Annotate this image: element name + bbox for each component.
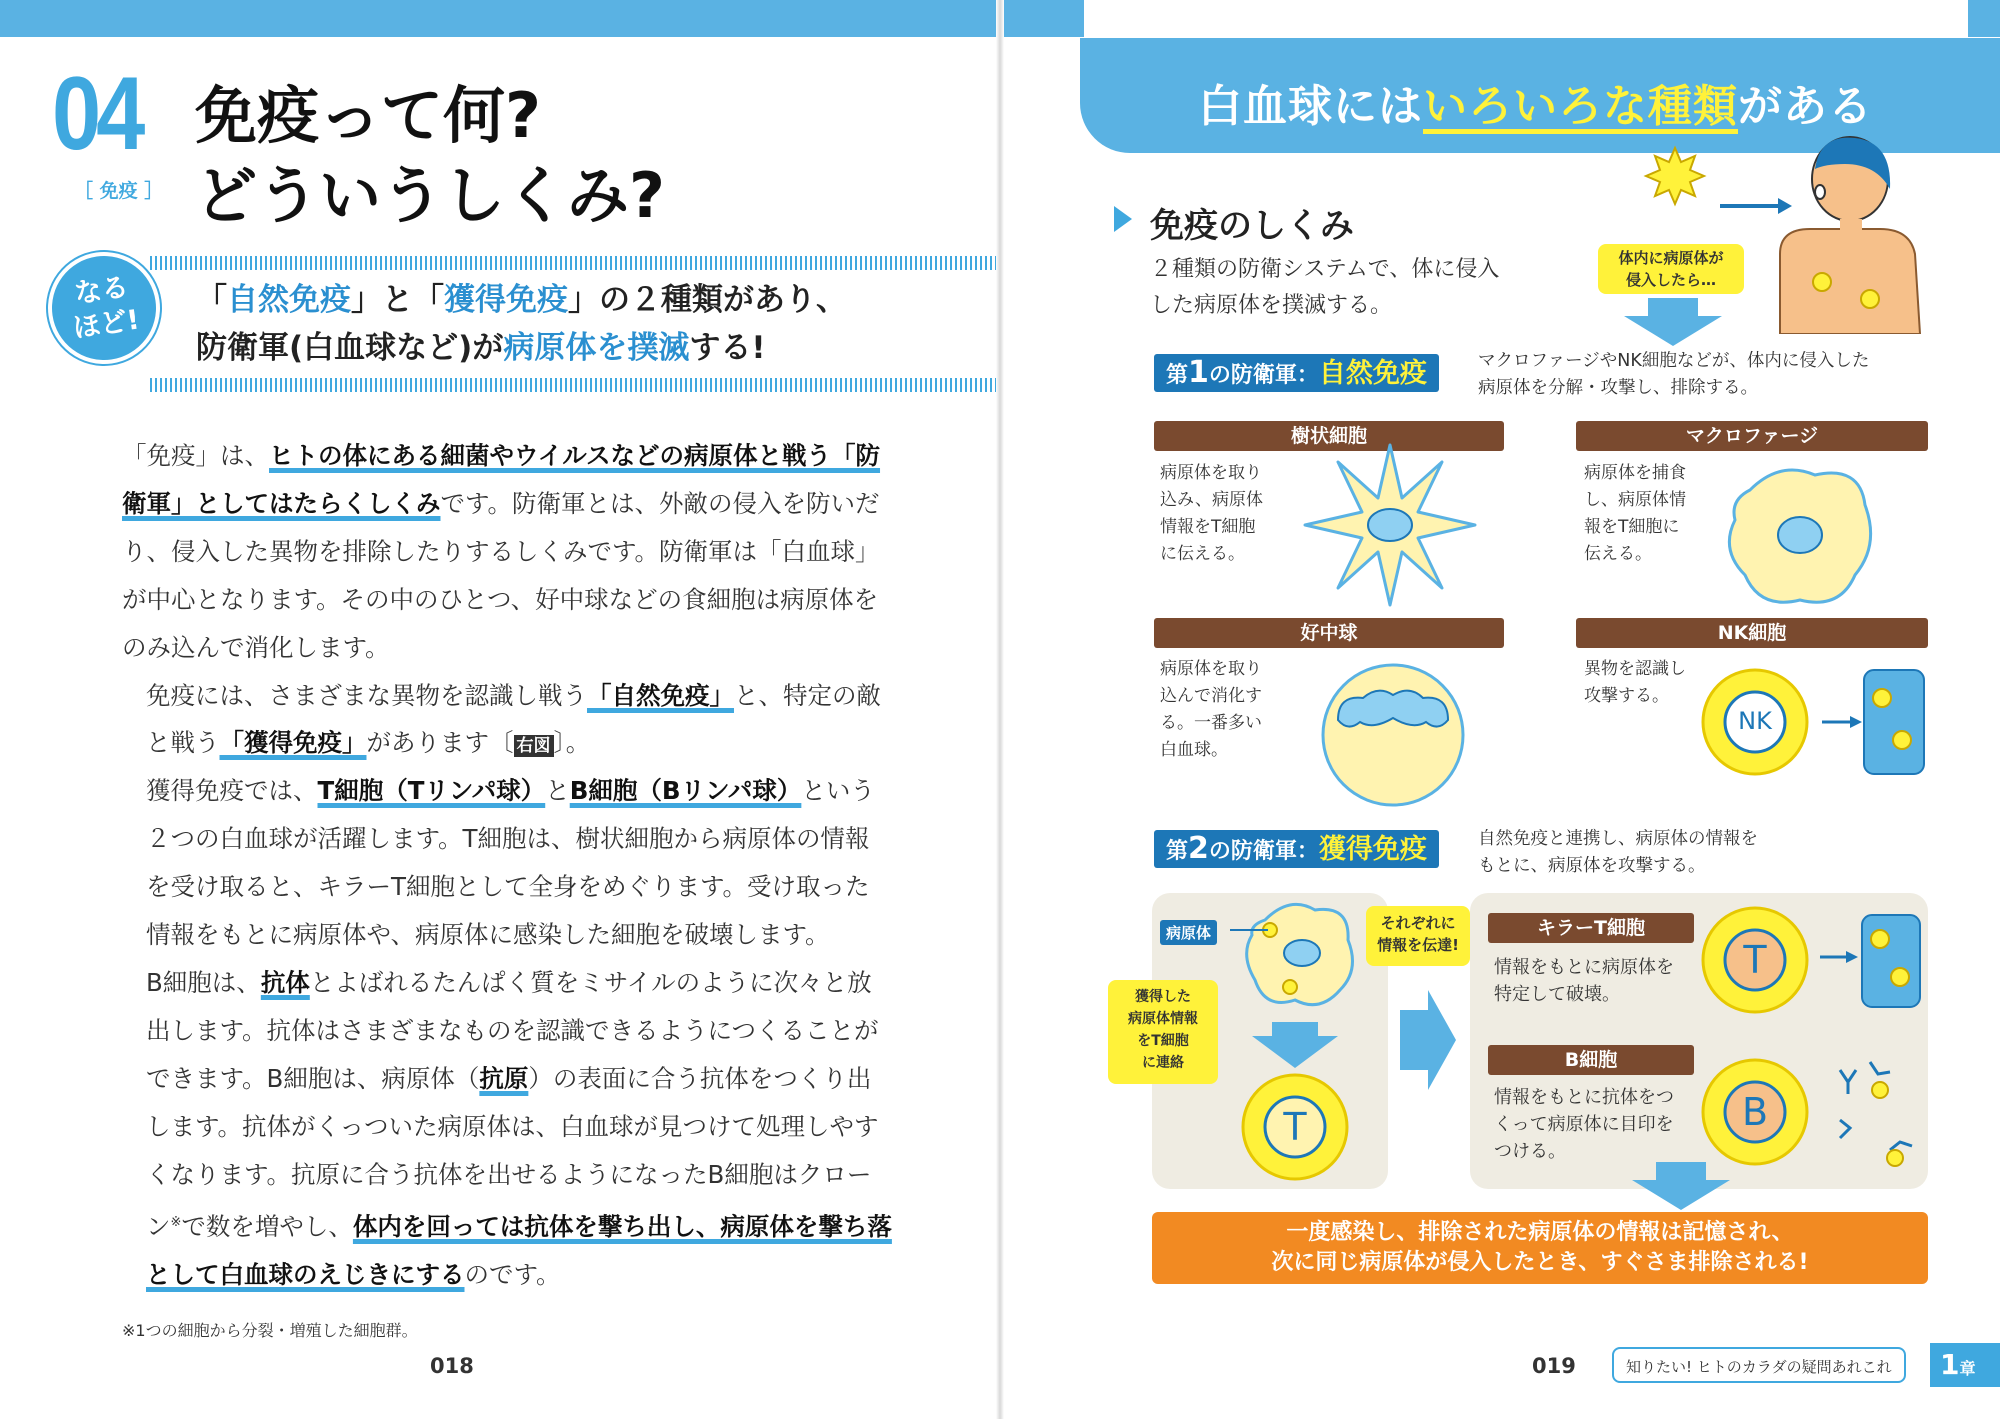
callout-acquired: 獲得した 病原体情報 をT細胞 に連絡 [1108, 980, 1218, 1084]
antibody-icons [1840, 1062, 1912, 1150]
running-head: 知りたい! ヒトのカラダの疑問あれこれ [1612, 1347, 1906, 1383]
pathogen-icon [1646, 148, 1704, 204]
b-cell-desc: 情報をもとに抗体をつ くって病原体に目印を つける。 [1494, 1087, 1674, 1162]
title-line-1: 免疫って何? [195, 79, 541, 152]
right-arrow-icon [1400, 990, 1456, 1090]
stage2-label: 第2の防衛軍：獲得免疫 [1154, 830, 1439, 868]
cell-nk-desc: 異物を認識し 攻撃する。 [1584, 659, 1686, 706]
b-cell-letter: B [1741, 1090, 1769, 1134]
page-gutter [996, 0, 1004, 1419]
killer-t-label: キラーT細胞 [1488, 913, 1694, 943]
t-cell-label: T [1283, 1105, 1307, 1149]
hatch-rule-bottom [150, 378, 996, 392]
cell-nk-label: NK細胞 [1576, 618, 1928, 648]
pathogen-cell-icon [1240, 895, 1360, 1015]
title-line-2: どういうしくみ? [195, 159, 665, 232]
cell-neutrophil-desc: 病原体を取り 込んで消化す る。一番多い 白血球。 [1160, 659, 1262, 760]
page-number-right: 019 [1532, 1354, 1576, 1378]
stage2-description: 自然免疫と連携し、病原体の情報を もとに、病原体を攻撃する。 [1478, 829, 1758, 876]
pathogen-label: 病原体 [1160, 920, 1217, 945]
naruhodo-badge: なる ほど! [45, 249, 162, 366]
lead-term-innate: 自然免疫 [227, 282, 351, 318]
cell-dendritic-label: 樹状細胞 [1154, 421, 1504, 451]
cell-macrophage-label: マクロファージ [1576, 421, 1928, 451]
pathogen-pointer [1230, 925, 1270, 935]
right-top-bar-left [1004, 0, 1084, 37]
stage1-label: 第1の防衛軍：自然免疫 [1154, 354, 1439, 392]
section-marker-icon [1112, 204, 1134, 234]
section-description: ２種類の防衛システムで、体に侵入 した病原体を撲滅する。 [1150, 257, 1500, 318]
chapter-tab: 1章 [1930, 1343, 2000, 1387]
macrophage-cell-icon [1720, 460, 1880, 610]
section-number: 04 [52, 56, 141, 172]
paragraph-1: 「免疫」は、ヒトの体にある細菌やウイルスなどの病原体と戦う「防衛軍」としてはたらくしくみです。防衛軍とは、外敵の侵入を防いだり、侵入した異物を排除したりするしくみです。防衛軍は「白血球」が中心となります。その中のひとつ、好中球などの食細胞は病原体をのみ込んで消化します。 [122, 441, 881, 662]
callout-invade: 体内に病原体が 侵入したら… [1598, 244, 1744, 294]
section-title: 免疫のしくみ [1150, 206, 1354, 246]
dendritic-cell-icon [1300, 440, 1480, 610]
category-label: ［ 免疫 ］ [74, 180, 164, 202]
down-arrow-3-icon [1626, 1162, 1736, 1212]
lead-summary: 「自然免疫」と「獲得免疫」の２種類があり、 防衛軍(白血球など)が病原体を撲滅する! [196, 282, 847, 366]
down-arrow-2-icon [1250, 1022, 1340, 1070]
paragraph-2: 免疫には、さまざまな異物を認識し戦う「自然免疫」と、特定の敵と戦う「獲得免疫」があります〔 右図 〕。 [146, 680, 881, 758]
neutrophil-cell-icon [1318, 660, 1468, 810]
person-icon [1780, 137, 1920, 334]
banner-title: 白血球にはいろいろな種類がある [1198, 81, 1873, 132]
b-cell-label: B細胞 [1488, 1045, 1694, 1075]
footnote: ※1つの細胞から分裂・増殖した細胞群。 [122, 1321, 418, 1340]
lead-term-destroy: 病原体を撲滅 [503, 330, 690, 366]
killer-t-desc: 情報をもとに病原体を 特定して破壊。 [1494, 957, 1674, 1005]
left-top-bar [0, 0, 996, 37]
cell-macrophage-desc: 病原体を捕食 し、病原体情 報をT細胞に 伝える。 [1584, 463, 1686, 564]
lead-term-acquired: 獲得免疫 [444, 282, 568, 318]
killer-t-cell-label: T [1743, 938, 1767, 982]
page-number-left: 018 [430, 1354, 474, 1378]
hatch-rule-top [150, 256, 996, 270]
nk-label: NK [1738, 707, 1772, 735]
cell-neutrophil-label: 好中球 [1154, 618, 1504, 648]
figure-ref: 右図 [514, 735, 554, 757]
page-title [195, 76, 665, 236]
right-top-bar-right [1968, 0, 2000, 37]
paragraph-3: 獲得免疫では、T細胞（Tリンパ球）とB細胞（Bリンパ球）という２つの白血球が活躍します。T細胞は、樹状細胞から病原体の情報を受け取ると、キラーT細胞として全身をめぐります。受け取った情報をもとに病原体や、病原体に感染した細胞を破壊します。 [146, 776, 875, 950]
callout-relay: それぞれに 情報を伝達! [1366, 906, 1470, 966]
arrow-right-icon [1720, 198, 1792, 214]
stage1-description: マクロファージやNK細胞などが、体内に侵入した 病原体を分解・攻撃し、排除する。 [1478, 351, 1870, 398]
paragraph-4: B細胞は、抗体とよばれるたんぱく質をミサイルのように次々と放出します。抗体はさまざまなものを認識できるようにつくることができます。B細胞は、病原体（抗原）の表面に合う抗体をつくり出します。抗体がくっついた病原体は、白血球が見つけて処理しやすくなります。抗原に合う抗体を出せるようになったB細胞はクローン※で数を増やし、体内を回っては抗体を撃ち出し、病原体を撃ち落として白血球のえじきにするのです。 [146, 967, 892, 1289]
body-text [122, 432, 892, 1298]
down-arrow-icon [1618, 298, 1728, 348]
cell-dendritic-desc: 病原体を取り 込み、病原体 情報をT細胞 に伝える。 [1160, 463, 1264, 564]
conclusion-banner: 一度感染し、排除された病原体の情報は記憶され、 次に同じ病原体が侵入したとき、すぐさま排除される! [1152, 1212, 1928, 1284]
